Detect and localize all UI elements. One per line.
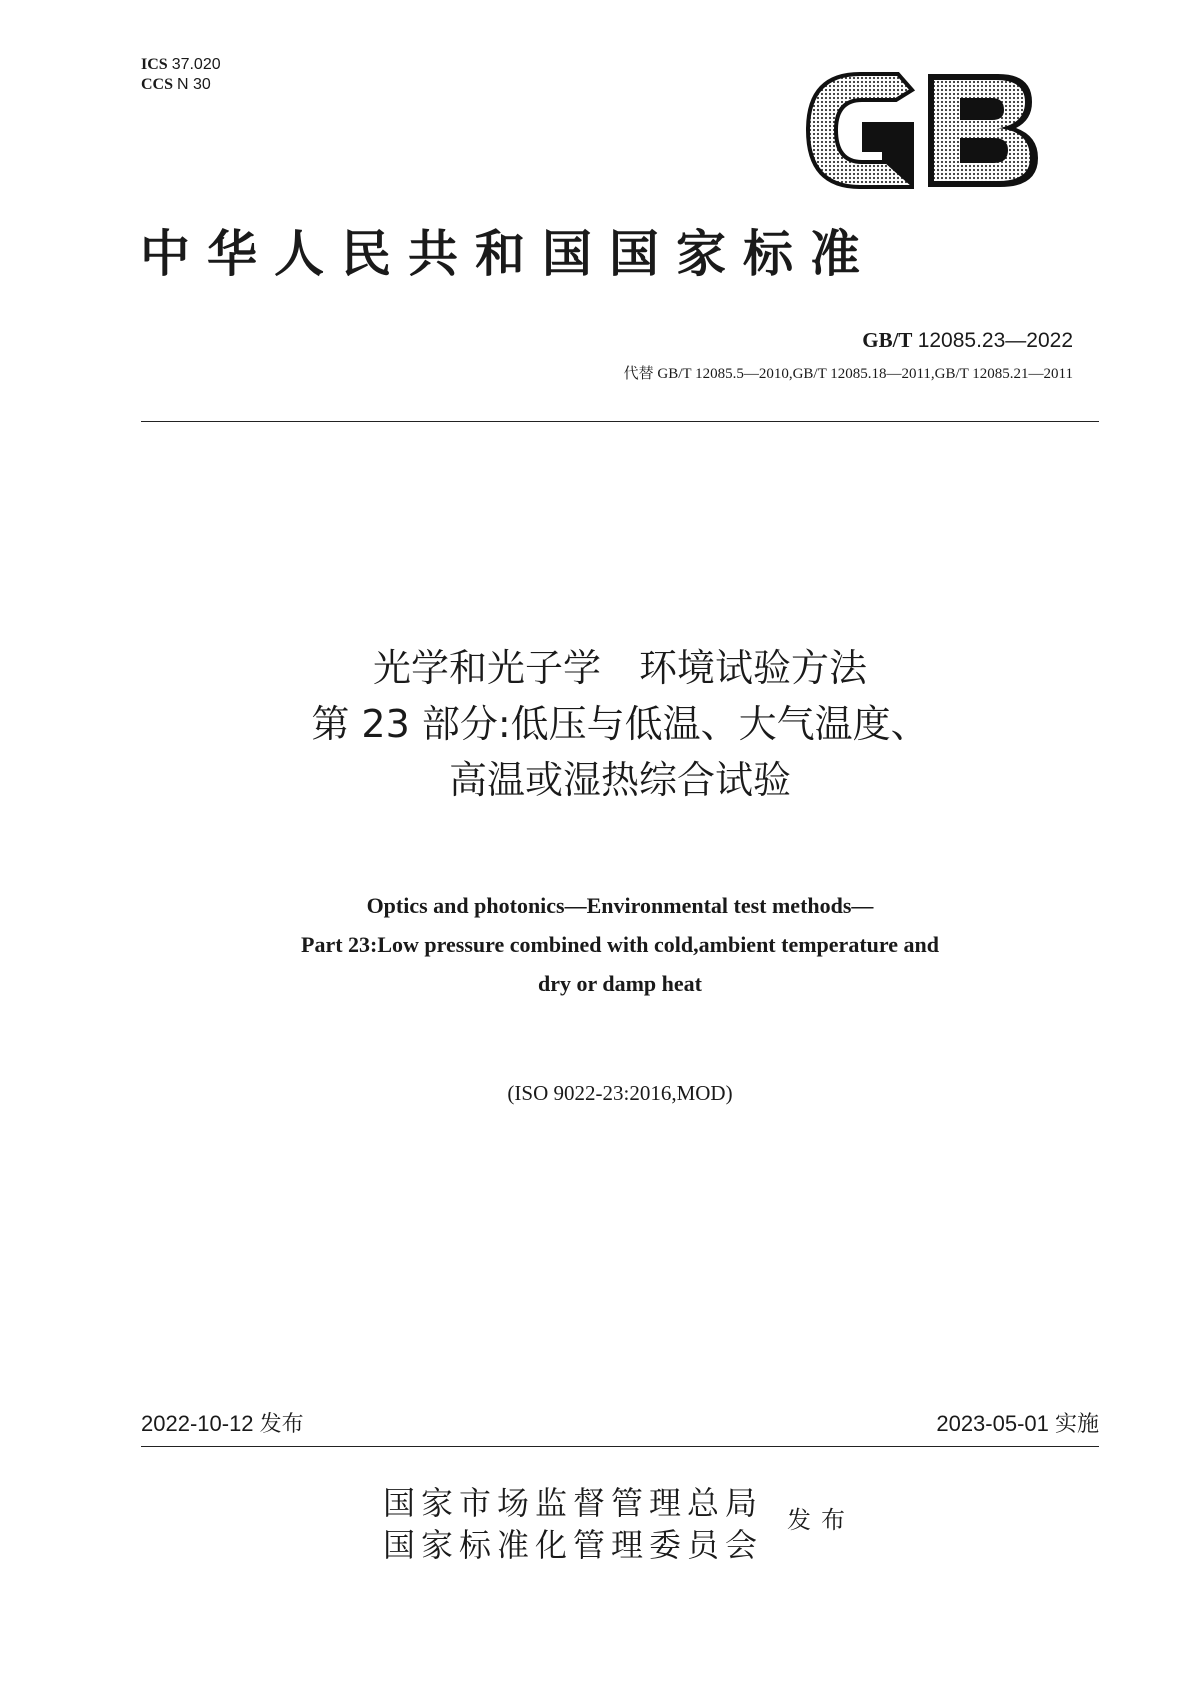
standard-number-value: 12085.23—2022: [917, 329, 1073, 352]
bottom-divider: [141, 1446, 1099, 1447]
chinese-title: [141, 640, 1099, 808]
english-title-line-2: Part 23:Low pressure combined with cold,ambient temperature and: [301, 932, 939, 957]
ccs-value: N 30: [177, 76, 211, 93]
ics-label: ICS: [141, 56, 168, 73]
gb-logo: [800, 68, 1045, 193]
english-title-line-1: Optics and photonics—Environmental test methods—: [366, 893, 874, 918]
ics-code: [141, 55, 221, 75]
issuer-line-1: 国家市场监督管理总局: [383, 1484, 764, 1522]
classification-codes: [141, 55, 221, 95]
ics-value: 37.020: [171, 56, 221, 73]
issuer-line-2: 国家标准化管理委员会: [383, 1526, 764, 1564]
chinese-title-line-3: 高温或湿热综合试验: [448, 758, 791, 802]
issuing-authorities: [383, 1482, 763, 1566]
ccs-label: CCS: [141, 76, 174, 93]
national-standard-title: 中华人民共和国国家标准: [140, 224, 877, 283]
chinese-title-line-1: 光学和光子学 环境试验方法: [372, 646, 867, 690]
issue-action: 发布: [787, 1506, 855, 1534]
english-title-line-3: dry or damp heat: [538, 971, 702, 996]
standard-number: [862, 327, 1073, 354]
standard-prefix: GB/T: [862, 328, 913, 352]
ccs-code: [141, 75, 221, 95]
implementation-date: 2023-05-01 实施: [936, 1411, 1099, 1436]
chinese-title-line-2: 第 23 部分:低压与低温、大气温度、: [311, 702, 929, 746]
english-title: [141, 886, 1099, 1003]
iso-reference: (ISO 9022-23:2016,MOD): [507, 1081, 733, 1105]
replaced-standards: 代替 GB/T 12085.5—2010,GB/T 12085.18—2011,GB/T 12085.21—2011: [623, 366, 1073, 382]
top-divider: [141, 421, 1099, 422]
issue-date: 2022-10-12 发布: [141, 1411, 304, 1436]
